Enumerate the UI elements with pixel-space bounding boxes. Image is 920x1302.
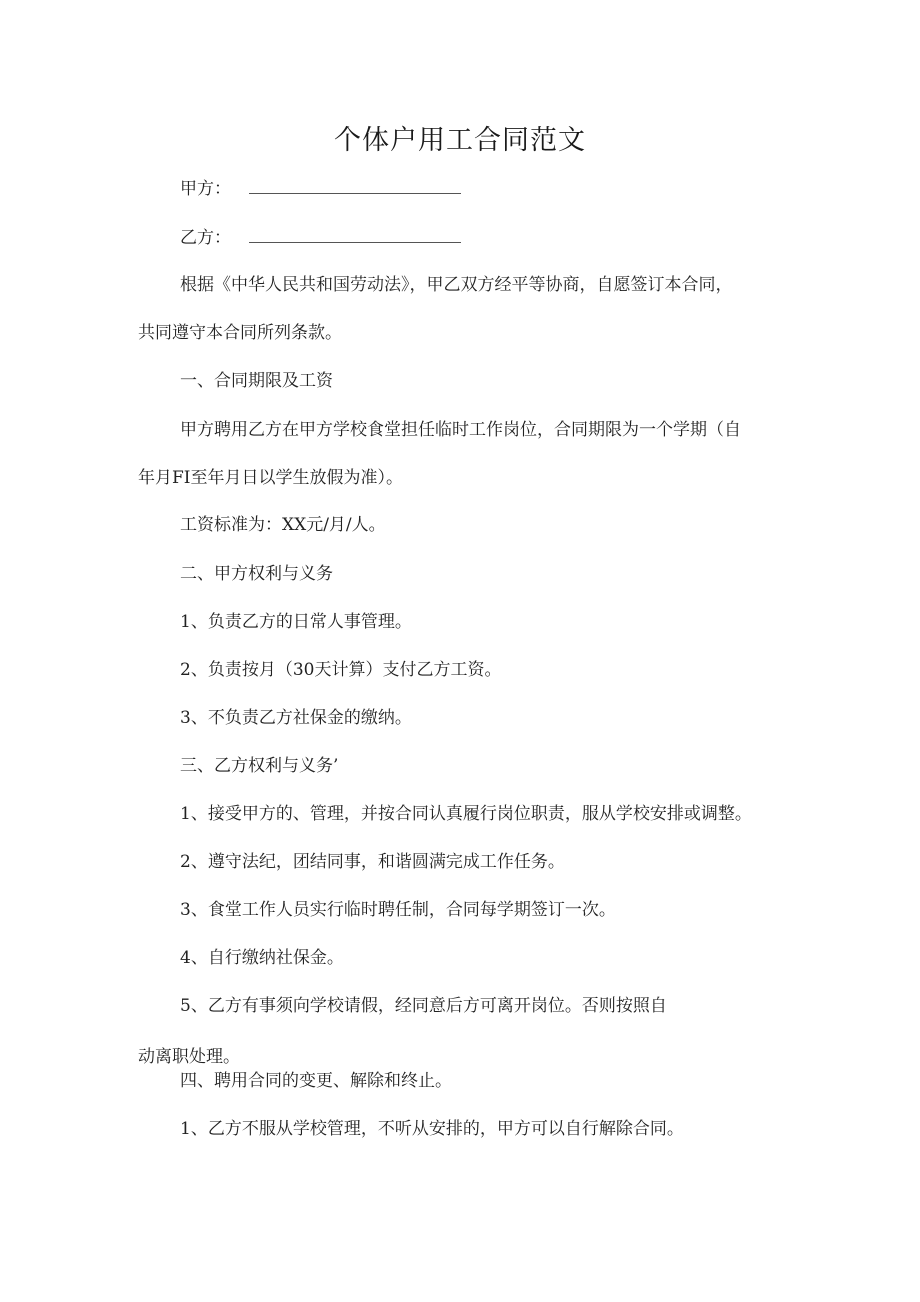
list-item: 5、乙方有事须向学校请假，经同意后方可离开岗位。否则按照自 [180,996,667,1016]
party-b-blank[interactable] [249,228,461,243]
list-item: 3、食堂工作人员实行临时聘任制，合同每学期签订一次。 [180,900,616,920]
list-item: 1、乙方不服从学校管理，不听从安排的，甲方可以自行解除合同。 [180,1119,684,1139]
list-item: 4、自行缴纳社保金。 [180,948,344,968]
list-item: 1、负责乙方的日常人事管理。 [180,612,412,632]
list-item: 2、负责按月（30天计算）支付乙方工资。 [180,660,502,680]
party-a-line [180,178,461,200]
list-item-continuation: 动离职处理。 [138,1047,240,1067]
list-item: 1、接受甲方的、管理，并按合同认真履行岗位职责，服从学校安排或调整。 [180,804,752,824]
party-b-line [180,227,461,249]
section-heading-1: 一、合同期限及工资 [180,371,333,391]
party-a-label: 甲方： [180,179,231,199]
section-heading-3: 三、乙方权利与义务’ [180,756,339,776]
preamble-line-1: 根据《中华人民共和国劳动法》，甲乙双方经平等协商，自愿签订本合同， [180,275,733,295]
paragraph-line: 工资标准为：XX元/月/人。 [180,515,386,535]
party-b-label: 乙方： [180,228,231,248]
section-heading-4: 四、聘用合同的变更、解除和终止。 [180,1071,452,1091]
paragraph-line: 甲方聘用乙方在甲方学校食堂担任临时工作岗位，合同期限为一个学期（自 [180,420,741,440]
page-title: 个体户用工合同范文 [334,125,586,156]
party-a-blank[interactable] [249,179,461,194]
section-heading-2: 二、甲方权利与义务 [180,564,333,584]
list-item: 2、遵守法纪，团结同事，和谐圆满完成工作任务。 [180,852,565,872]
paragraph-line: 年月FI至年月日以学生放假为准）。 [138,468,404,488]
list-item: 3、不负责乙方社保金的缴纳。 [180,708,412,728]
preamble-line-2: 共同遵守本合同所列条款。 [138,323,342,343]
